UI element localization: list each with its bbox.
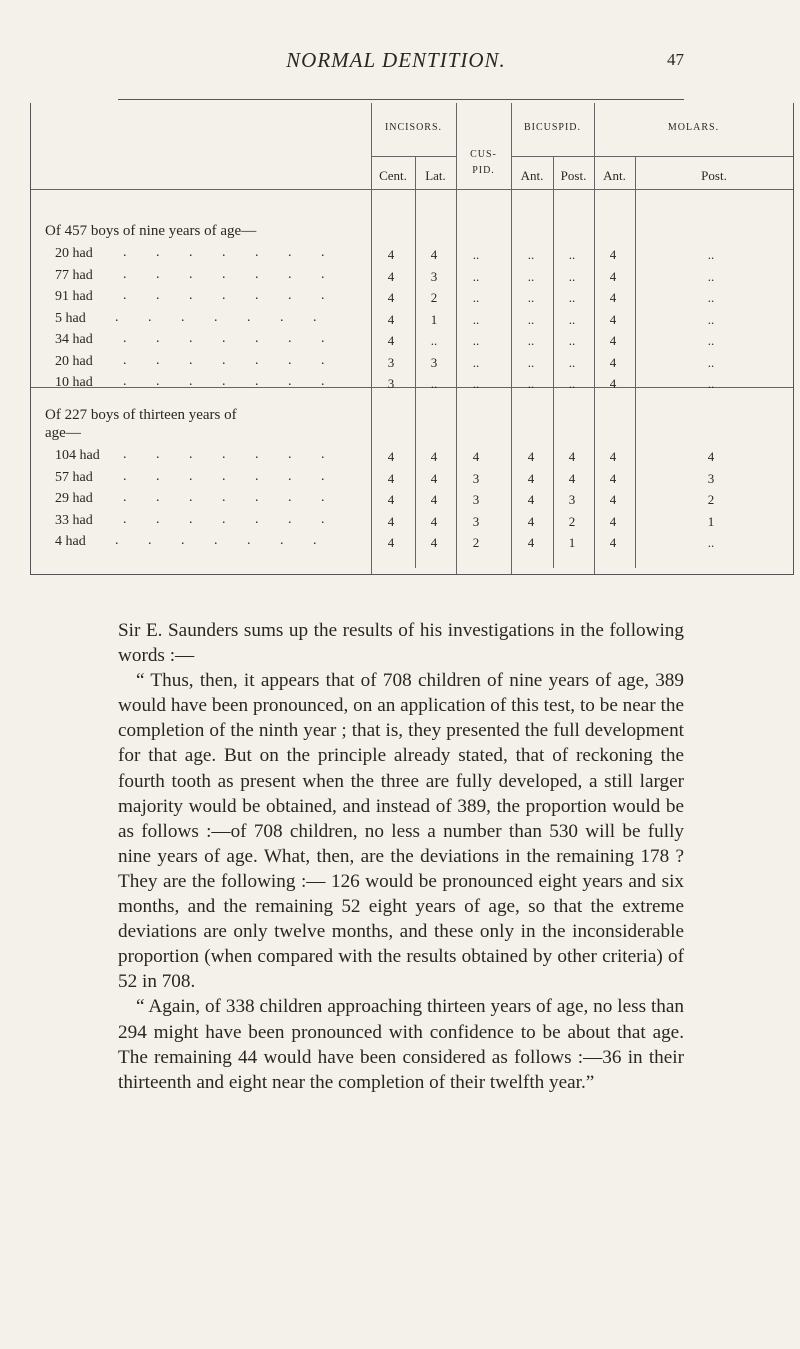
header-bottom-rule: [31, 189, 793, 190]
header-molars-ant: Ant.: [603, 168, 626, 183]
row-label: 34 had: [55, 332, 93, 347]
table-cell: 4: [609, 268, 617, 284]
table-cell: 4: [527, 535, 535, 550]
leader-dots: . . . . . . .: [123, 266, 338, 282]
table-cell: 3: [430, 354, 438, 370]
table-cell: 4: [609, 290, 617, 305]
header-cuspid: CUS- PID.: [470, 149, 497, 176]
table-cell: 4: [472, 449, 480, 464]
table-cell: 4: [568, 449, 576, 464]
table-cell: ..: [707, 311, 715, 327]
table-cell: 4: [387, 247, 395, 262]
header-incisors: INCISORS.: [384, 122, 443, 133]
table-cell: ..: [568, 268, 576, 284]
table-cell: 4: [609, 535, 617, 550]
table-cell: 4: [387, 268, 395, 284]
table-cell: 1: [707, 513, 715, 529]
table-cell: 1: [568, 535, 576, 550]
row-label: 57 had: [55, 469, 93, 485]
table-cell: 4: [387, 311, 395, 327]
table-cell: 4: [387, 535, 395, 550]
header-incisors-lat: Lat.: [425, 168, 446, 183]
table-cell: 3: [430, 268, 438, 284]
row-label: 20 had: [55, 246, 93, 261]
table-cell: 2: [568, 513, 576, 529]
table-cell: ..: [527, 268, 535, 284]
table-cell: 3: [472, 470, 480, 486]
table-cell: 4: [609, 311, 617, 327]
table-cell: 4: [527, 470, 535, 486]
row-label: 33 had: [55, 512, 93, 528]
table-cell: ..: [568, 376, 576, 391]
leader-dots: . . . . . . .: [115, 309, 330, 325]
header-rule-incisors: [371, 156, 456, 157]
table-cell: 4: [430, 492, 438, 507]
table-cell: 4: [430, 535, 438, 550]
table-cell: ..: [527, 376, 535, 391]
row-label: 77 had: [55, 267, 93, 283]
running-head-title: NORMAL DENTITION.: [286, 48, 506, 72]
table-cell: 4: [527, 513, 535, 529]
table-cell: ..: [707, 268, 715, 284]
table-cell: 4: [430, 449, 438, 464]
leader-dots: . . . . . . .: [123, 288, 338, 303]
table-cell: 4: [609, 247, 617, 262]
table-cell: ..: [472, 247, 480, 262]
leader-dots: . . . . . . .: [123, 511, 338, 527]
table-cell: 3: [568, 492, 576, 507]
table-cell: 4: [609, 354, 617, 370]
table-row: [31, 311, 793, 332]
group1-label: Of 457 boys of nine years of age—: [45, 223, 257, 239]
table-cell: 2: [707, 492, 715, 507]
table-cell: ..: [707, 290, 715, 305]
paragraph: Sir E. Saunders sums up the results of his investigations in the following words :—: [118, 620, 684, 667]
table-cell: 2: [472, 535, 480, 550]
table-cell: ..: [472, 290, 480, 305]
header-molars: MOLARS.: [667, 122, 720, 133]
header-incisors-cent: Cent.: [379, 168, 407, 183]
header-molars-post: Post.: [701, 168, 727, 183]
table-cell: ..: [430, 333, 438, 348]
row-label: 5 had: [55, 310, 86, 326]
table-cell: 3: [707, 470, 715, 486]
table-cell: 4: [430, 247, 438, 262]
table-cell: 4: [609, 470, 617, 486]
table-cell: 4: [527, 492, 535, 507]
table-cell: ..: [568, 354, 576, 370]
table-cell: ..: [707, 376, 715, 391]
row-label: 29 had: [55, 491, 93, 506]
row-label: 91 had: [55, 289, 93, 304]
table-cell: ..: [568, 333, 576, 348]
table-cell: 4: [387, 513, 395, 529]
table-row: [31, 375, 793, 396]
page-number: 47: [667, 50, 684, 69]
table-cell: ..: [527, 247, 535, 262]
leader-dots: . . . . . . .: [123, 245, 338, 260]
table-cell: 3: [387, 354, 395, 370]
group2-label-line2: age—: [45, 425, 81, 441]
table-row: [31, 354, 793, 375]
table-row: [31, 332, 793, 353]
table-cell: 3: [387, 376, 395, 391]
table-cell: ..: [472, 333, 480, 348]
table-cell: 3: [472, 513, 480, 529]
row-label: 104 had: [55, 448, 100, 463]
table-cell: 4: [387, 470, 395, 486]
table-cell: ..: [568, 247, 576, 262]
table-cell: ..: [527, 354, 535, 370]
table-row: [31, 289, 793, 310]
row-label: 10 had: [55, 375, 93, 390]
table-cell: ..: [472, 311, 480, 327]
group2-label-line1: Of 227 boys of thirteen years of: [45, 407, 237, 423]
table-cell: ..: [707, 247, 715, 262]
leader-dots: . . . . . . .: [123, 374, 338, 389]
paragraph: “ Thus, then, it appears that of 708 children of nine years of age, 389 would have been pronounced, on an application of this test, to be near the completion of the ninth year ; that is, they presented the full development for that age. But on the principle already stated, that of reckoning the fourth tooth as present when the three are fully developed, a still larger majority would be obtained, and instead of 389, the proportion would be as follows :—of 708 children, no less a number than 530 will be fully nine years of age. What, then, are the deviations in the remaining 178 ? They are the following :— 126 would be pronounced eight years and six months, and the remaining 52 eight years of age, so that the extreme deviations are only twelve months, and these only in the inconsiderable proportion (when compared with the results obtained by other criteria) of 52 in 708.: [118, 670, 684, 993]
table-cell: ..: [527, 290, 535, 305]
table-row: [31, 491, 793, 512]
table-cell: ..: [472, 268, 480, 284]
body-text: [118, 618, 684, 1095]
table-cell: 3: [472, 492, 480, 507]
table-cell: ..: [430, 376, 438, 391]
table-cell: 4: [430, 513, 438, 529]
paragraph: “ Again, of 338 children approaching thirteen years of age, no less than 294 might have been pronounced with confidence to be about that age. The remaining 44 would have been considered as follows :—36 in their thirteenth and eight near the completion of their twelfth year.”: [118, 996, 684, 1093]
table-cell: ..: [472, 354, 480, 370]
table-row: [31, 470, 793, 491]
leader-dots: . . . . . . .: [123, 490, 338, 505]
table-cell: 2: [430, 290, 438, 305]
table-cell: ..: [707, 535, 715, 550]
table-row: [31, 268, 793, 289]
header-bicuspid: BICUSPID.: [523, 122, 582, 133]
table-cell: 4: [609, 449, 617, 464]
table-cell: ..: [527, 333, 535, 348]
row-label: 4 had: [55, 534, 86, 549]
table-cell: ..: [472, 376, 480, 391]
leader-dots: . . . . . . .: [123, 352, 338, 368]
table-cell: 4: [387, 290, 395, 305]
table-cell: ..: [707, 354, 715, 370]
table-row: [31, 448, 793, 469]
table-cell: 4: [387, 449, 395, 464]
table-cell: 4: [430, 470, 438, 486]
table-cell: 4: [609, 492, 617, 507]
table-cell: 4: [387, 492, 395, 507]
leader-dots: . . . . . . .: [123, 447, 338, 462]
table-cell: 4: [609, 513, 617, 529]
header-bicuspid-post: Post.: [560, 168, 587, 183]
table-cell: 4: [609, 376, 617, 391]
table-cell: 1: [430, 311, 438, 327]
table-row: [31, 534, 793, 555]
table-cell: ..: [707, 333, 715, 348]
leader-dots: . . . . . . .: [123, 331, 338, 346]
table-cell: ..: [527, 311, 535, 327]
header-bicuspid-ant: Ant.: [520, 168, 544, 183]
table-cell: 4: [609, 333, 617, 348]
header-rule-bicuspid-molars: [511, 156, 793, 157]
running-head: [0, 48, 800, 78]
table-cell: 4: [527, 449, 535, 464]
table-cell: ..: [568, 311, 576, 327]
leader-dots: . . . . . . .: [123, 468, 338, 484]
row-label: 20 had: [55, 353, 93, 369]
table-cell: ..: [568, 290, 576, 305]
table-cell: 4: [707, 449, 715, 464]
table-row: [31, 513, 793, 534]
dentition-table: [30, 103, 794, 575]
leader-dots: . . . . . . .: [115, 533, 330, 548]
header-rule: [118, 99, 684, 100]
table-cell: 4: [387, 333, 395, 348]
table-row: [31, 246, 793, 267]
table-cell: 4: [568, 470, 576, 486]
